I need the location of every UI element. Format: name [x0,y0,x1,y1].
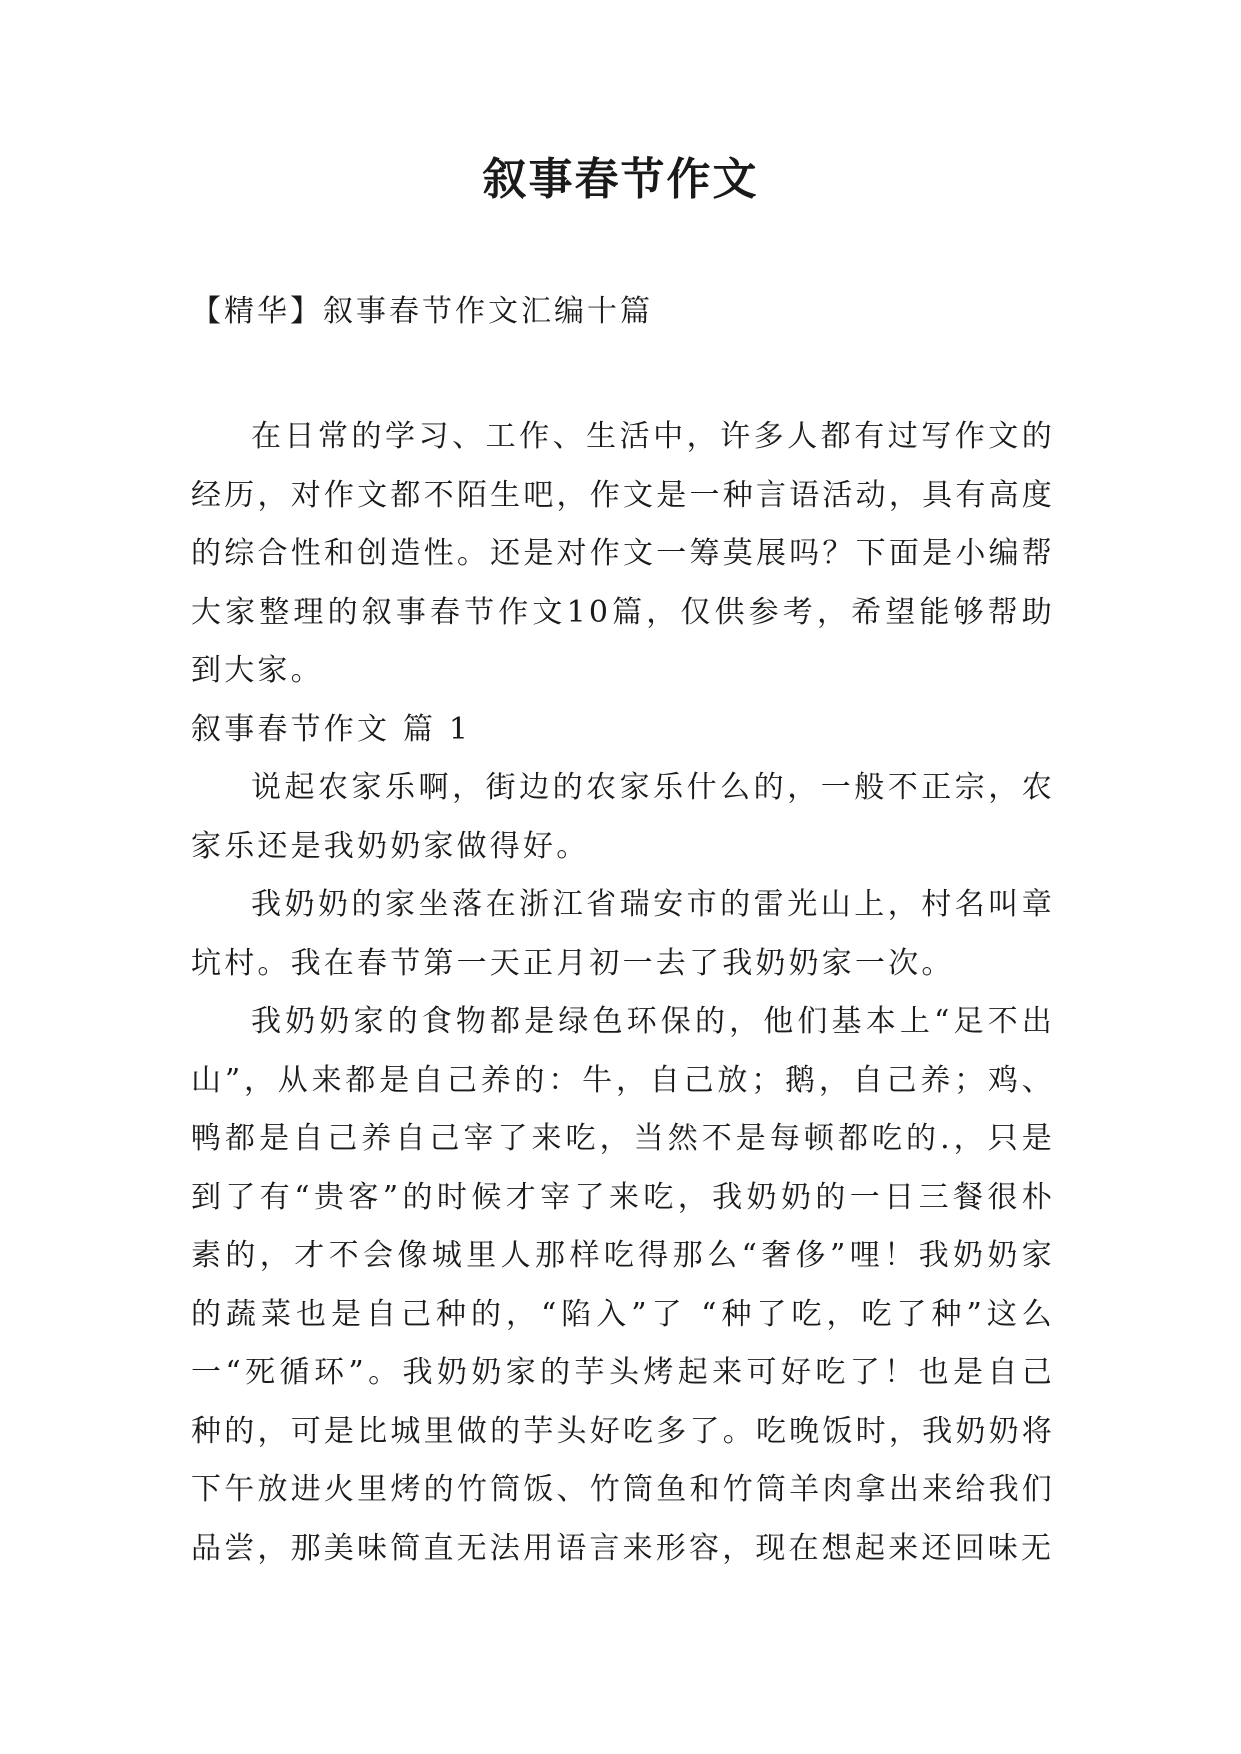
body-paragraph: 我奶奶的家坐落在浙江省瑞安市的雷光山上，村名叫章坑村。我在春节第一天正月初一去了我奶奶家一次。 [191,887,1055,981]
document-title: 叙事春节作文 [482,154,759,205]
intro-paragraph: 在日常的学习、工作、生活中，许多人都有过写作文的经历，对作文都不陌生吧，作文是一种言语活动，具有高度的综合性和创造性。还是对作文一筹莫展吗？下面是小编帮大家整理的叙事春节作文10篇，仅供参考，希望能够帮助到大家。 [191,419,1055,688]
body-paragraph: 我奶奶家的食物都是绿色环保的，他们基本上“足不出山”，从来都是自己养的：牛，自己放；鹅，自己养；鸡、鸭都是自己养自己宰了来吃，当然不是每顿都吃的.，只是到了有“贵客”的时候才宰了来吃，我奶奶的一日三餐很朴素的，才不会像城里人那样吃得那么“奢侈”哩！我奶奶家的蔬菜也是自己种的，“陷入”了 “种了吃，吃了种”这么一“死循环”。我奶奶家的芋头烤起来可好吃了！也是自己种的，可是比城里做的芋头好吃多了。吃晚饭时，我奶奶将下午放进火里烤的竹筒饭、竹筒鱼和竹筒羊肉拿出来给我们品尝，那美味简直无法用语言来形容，现在想起来还回味无 [191,1004,1055,1566]
document-subtitle: 【精华】叙事春节作文汇编十篇 [191,294,653,329]
body-paragraph: 说起农家乐啊，街边的农家乐什么的，一般不正宗，农家乐还是我奶奶家做得好。 [191,770,1055,864]
section-heading: 叙事春节作文 篇 1 [191,711,472,747]
document-body [191,408,1055,1578]
